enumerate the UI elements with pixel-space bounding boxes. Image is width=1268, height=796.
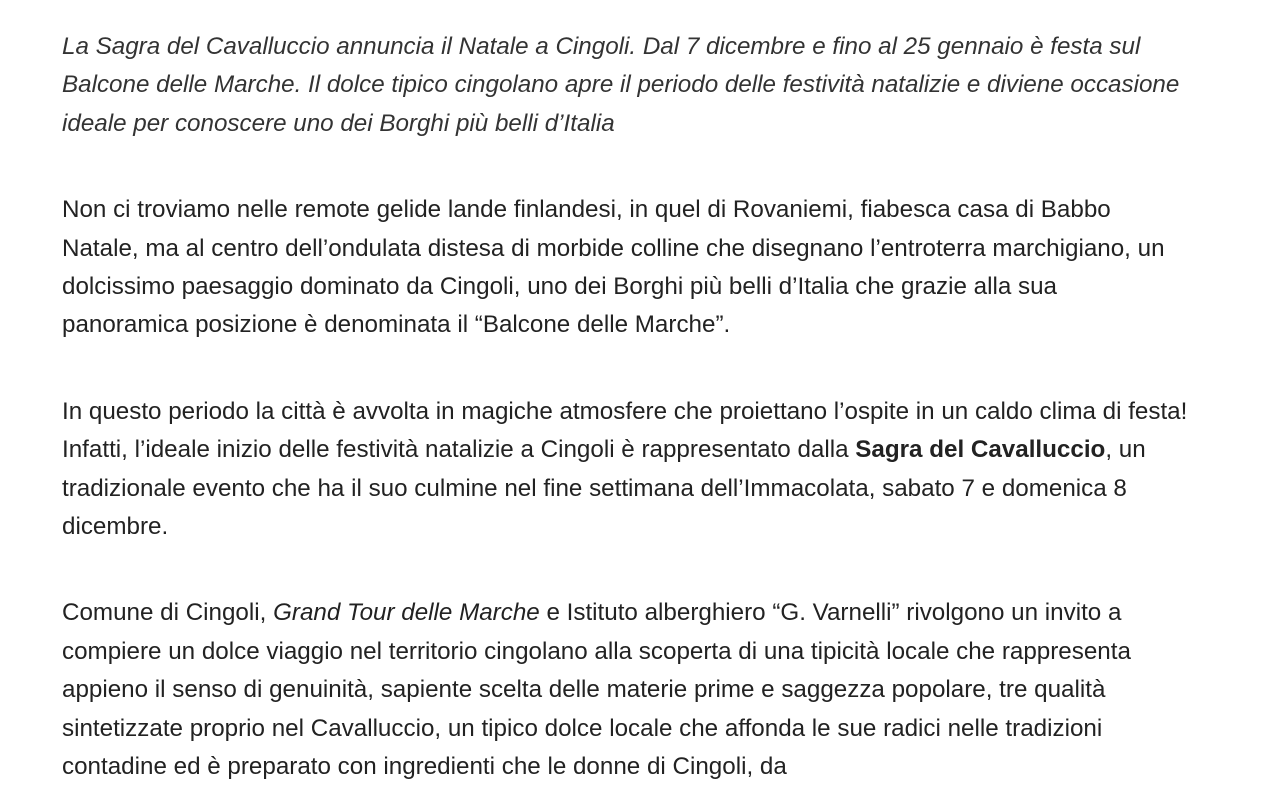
paragraph-2-text-after: , un tradizionale evento che ha il suo culmine nel fine settimana dell’Immacolata, sabato 7 e domenica 8 dicembre. (62, 436, 1146, 541)
article-paragraph-2 (62, 393, 1188, 547)
article-lead: La Sagra del Cavalluccio annuncia il Natale a Cingoli. Dal 7 dicembre e fino al 25 gennaio è festa sul Balcone delle Marche. Il dolce tipico cingolano apre il periodo delle festività natalizie e diviene occasione ideale per conoscere uno dei Borghi più belli d’Italia (62, 33, 1180, 137)
sagra-del-cavalluccio-bold: Sagra del Cavalluccio (855, 436, 1106, 464)
article-paragraph-3 (62, 594, 1188, 786)
paragraph-2-text-before: In questo periodo la città è avvolta in magiche atmosfere che proiettano l’ospite in un caldo clima di festa! Infatti, l’ideale inizio delle festività natalizie a Cingoli è rappresentato dalla (62, 397, 1188, 464)
paragraph-3-text-before: Comune di Cingoli, (62, 599, 274, 627)
article-paragraph-1: Non ci troviamo nelle remote gelide lande finlandesi, in quel di Rovaniemi, fiabesca casa di Babbo Natale, ma al centro dell’ondulata distesa di morbide colline che disegnano l’entroterra marchigiano, un dolcissimo paesaggio dominato da Cingoli, uno dei Borghi più belli d’Italia che grazie alla sua panoramica posizione è denominata il “Balcone delle Marche”. (62, 196, 1165, 339)
grand-tour-italic: Grand Tour delle Marche (273, 599, 540, 627)
paragraph-3-text-after: e Istituto alberghiero “G. Varnelli” rivolgono un invito a compiere un dolce viaggio nel territorio cingolano alla scoperta di una tipicità locale che rappresenta appieno il senso di genuinità, sapiente scelta delle materie prime e saggezza popolare, tre qualità sintetizzate proprio nel Cavalluccio, un tipico dolce locale che affonda le sue radici nelle tradizioni contadine ed è preparato con ingredienti che le donne di Cingoli, da (62, 599, 1131, 781)
